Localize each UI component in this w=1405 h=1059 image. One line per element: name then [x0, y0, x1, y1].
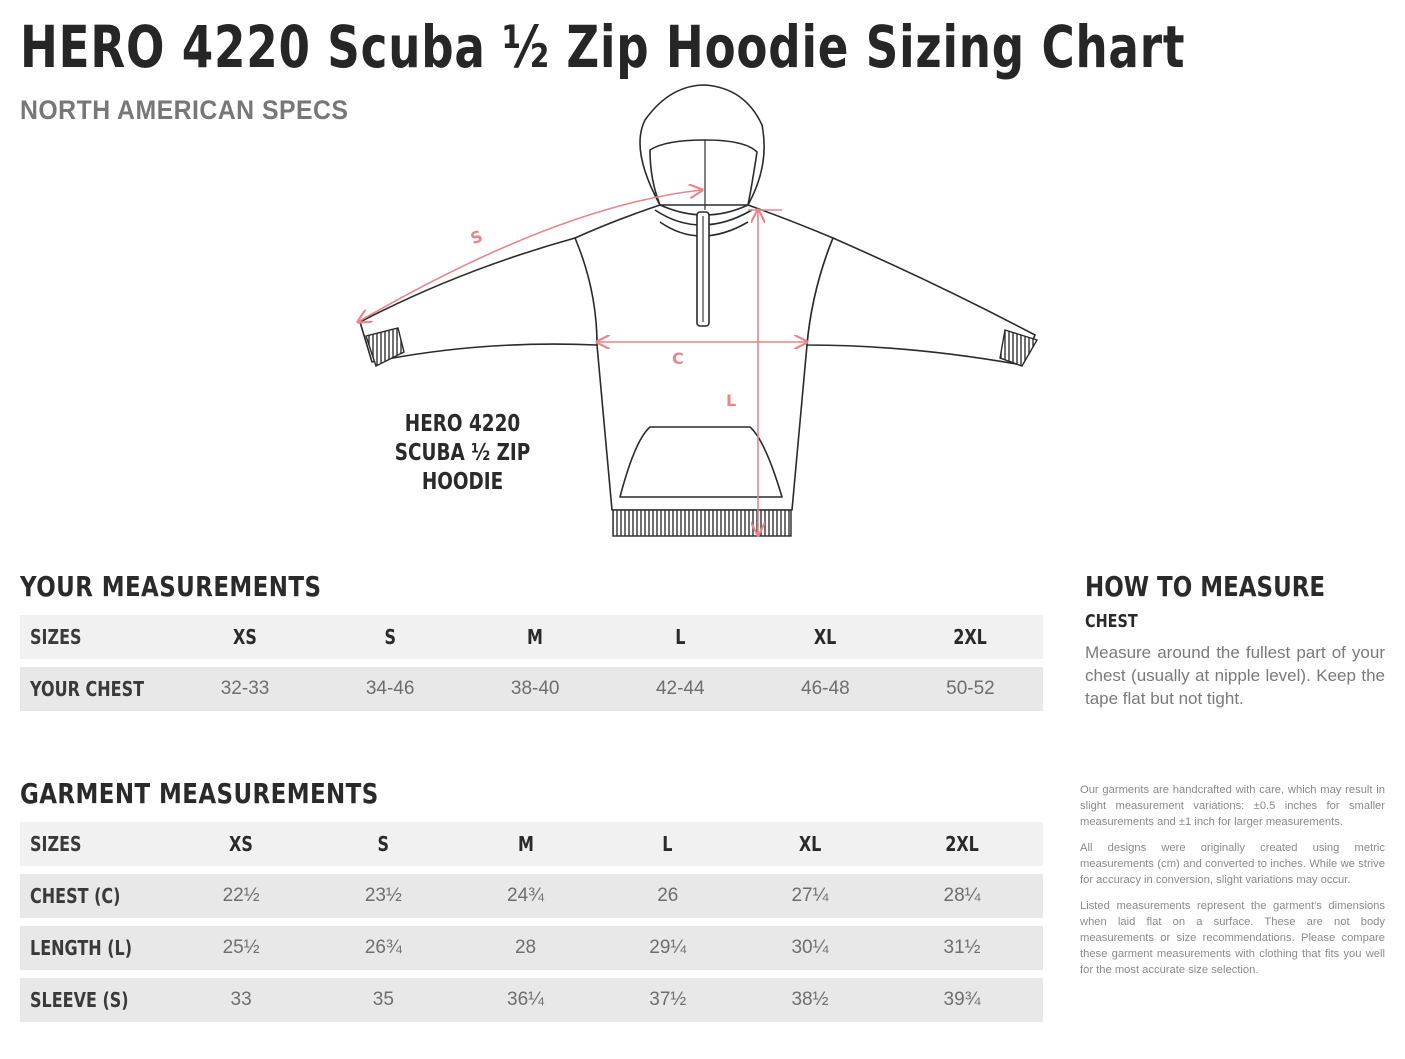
table-cell: 31½ [881, 926, 1043, 970]
product-label-line2: SCUBA ½ ZIP HOODIE [394, 440, 531, 495]
page-title: HERO 4220 Scuba ½ Zip Hoodie Sizing Chart [20, 13, 1186, 81]
length-marker: L [726, 391, 737, 410]
table-cell: 29¼ [597, 926, 739, 970]
row-label: YOUR CHEST [20, 667, 173, 711]
table-cell: 37½ [597, 978, 739, 1022]
table-cell: 32-33 [173, 667, 318, 711]
table-cell: 38½ [739, 978, 881, 1022]
table-cell: 36¼ [454, 978, 596, 1022]
header-label: SIZES [20, 615, 173, 659]
size-header: 2XL [898, 615, 1043, 659]
your-measurements-heading: YOUR MEASUREMENTS [20, 570, 322, 603]
table-cell: 34-46 [318, 667, 463, 711]
size-header: L [597, 822, 739, 866]
note-paragraph: Our garments are handcrafted with care, which may result in slight measurement variations: ±0.5 inches for smaller measurements and ±1 inch for larger measurements. [1080, 784, 1385, 828]
size-header: S [318, 615, 463, 659]
table-cell: 33 [170, 978, 312, 1022]
size-header: 2XL [881, 822, 1043, 866]
table-cell: 27¼ [739, 874, 881, 918]
your-measurements-table [20, 607, 1043, 719]
table-header-row [20, 615, 1043, 659]
how-to-measure-subheading: CHEST [1085, 611, 1138, 632]
size-header: XL [739, 822, 881, 866]
note-paragraph: Listed measurements represent the garment's dimensions when laid flat on a surface. These are not body measurements or size recommendations. Please compare these garment measurements with clothing that fits you well for the most accurate size selection. [1080, 900, 1385, 976]
table-cell: 26¾ [312, 926, 454, 970]
table-row [20, 926, 1043, 970]
table-cell: 35 [312, 978, 454, 1022]
how-to-measure-body: Measure around the fullest part of your chest (usually at nipple level). Keep the tape flat but not tight. [1085, 643, 1385, 708]
chest-marker: C [672, 349, 684, 368]
table-cell: 24¾ [454, 874, 596, 918]
size-header: XL [753, 615, 898, 659]
sleeve-marker: S [467, 226, 486, 249]
table-cell: 42-44 [608, 667, 753, 711]
product-label-line1: HERO 4220 [404, 411, 521, 437]
note-paragraph: All designs were originally created using metric measurements (cm) and converted to inches. While we strive for accuracy in conversion, slight variations may occur. [1080, 842, 1385, 886]
garment-measurements-table [20, 814, 1043, 1030]
table-cell: 28¼ [881, 874, 1043, 918]
table-cell: 30¼ [739, 926, 881, 970]
table-cell: 22½ [170, 874, 312, 918]
table-row [20, 874, 1043, 918]
product-label [365, 410, 561, 497]
table-header-row [20, 822, 1043, 866]
size-header: XS [173, 615, 318, 659]
disclaimer-notes [1080, 782, 1385, 988]
how-to-measure-heading: HOW TO MEASURE [1085, 570, 1326, 603]
size-header: XS [170, 822, 312, 866]
waistband [613, 510, 791, 536]
table-cell: 23½ [312, 874, 454, 918]
size-header: L [608, 615, 753, 659]
size-header: S [312, 822, 454, 866]
table-row [20, 978, 1043, 1022]
row-label: SLEEVE (S) [20, 978, 170, 1022]
size-header: M [454, 822, 596, 866]
row-label: LENGTH (L) [20, 926, 170, 970]
table-cell: 28 [454, 926, 596, 970]
table-cell: 26 [597, 874, 739, 918]
table-cell: 25½ [170, 926, 312, 970]
row-label: CHEST (C) [20, 874, 170, 918]
table-cell: 50-52 [898, 667, 1043, 711]
size-header: M [463, 615, 608, 659]
page-subtitle: NORTH AMERICAN SPECS [20, 95, 349, 125]
table-row [20, 667, 1043, 711]
garment-measurements-heading: GARMENT MEASUREMENTS [20, 777, 379, 810]
table-cell: 39¾ [881, 978, 1043, 1022]
header-label: SIZES [20, 822, 170, 866]
table-cell: 38-40 [463, 667, 608, 711]
table-cell: 46-48 [753, 667, 898, 711]
